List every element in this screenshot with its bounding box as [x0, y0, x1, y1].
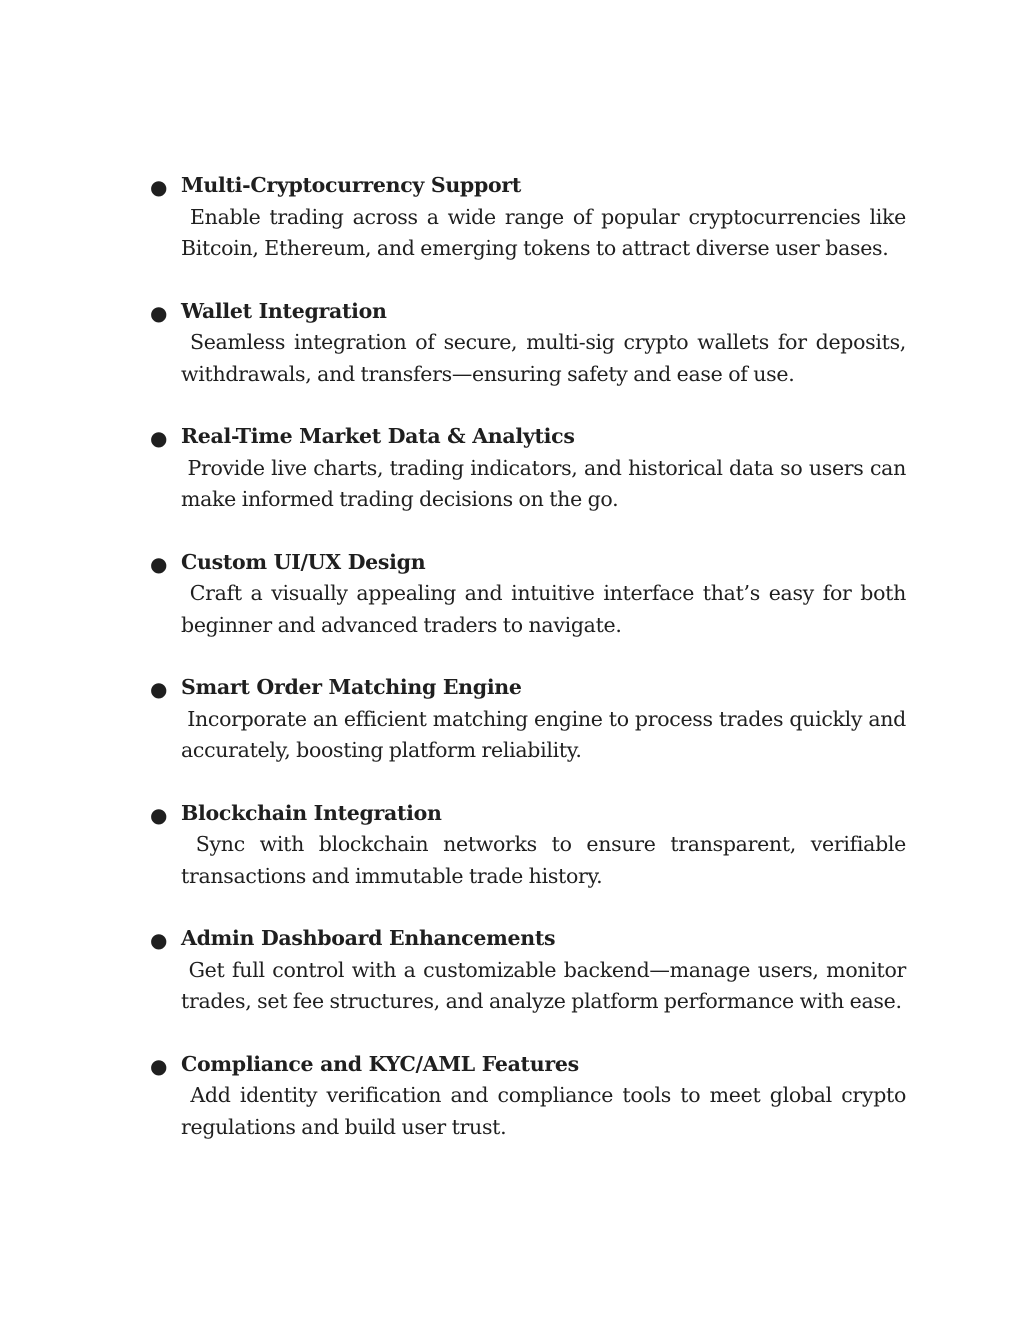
feature-description: Get full control with a customizable backend—manage users, monitor trades, set fee structures, and analyze platform performance with ease.	[181, 957, 912, 1013]
feature-item-market-data	[150, 421, 912, 516]
feature-title: Smart Order Matching Engine	[181, 675, 522, 699]
feature-description: Incorporate an efficient matching engine to process trades quickly and accurately, boosting platform reliability.	[181, 706, 912, 762]
bullet-icon: ●	[150, 677, 168, 701]
bullet-icon: ●	[150, 1053, 168, 1078]
feature-description: Add identity verification and compliance tools to meet global crypto regulations and build user trust.	[181, 1083, 912, 1139]
bullet-icon: ●	[150, 551, 168, 576]
feature-item-custom-ui-ux	[150, 547, 912, 642]
feature-description: Seamless integration of secure, multi-sig crypto wallets for deposits, withdrawals, and transfers—ensuring safety and ease of use.	[181, 330, 912, 386]
feature-item-blockchain-integration	[150, 798, 912, 893]
feature-description: Craft a visually appealing and intuitive interface that’s easy for both beginner and advanced traders to navigate.	[181, 581, 912, 637]
feature-item-admin-dashboard	[150, 923, 912, 1018]
feature-item-compliance-kyc-aml	[150, 1049, 912, 1144]
feature-title: Real-Time Market Data & Analytics	[181, 424, 575, 448]
feature-description: Enable trading across a wide range of popular cryptocurrencies like Bitcoin, Ethereum, and emerging tokens to attract diverse user bases.	[181, 204, 912, 260]
feature-title: Multi-Cryptocurrency Support	[181, 173, 522, 197]
feature-title: Compliance and KYC/AML Features	[181, 1051, 579, 1076]
feature-item-multi-cryptocurrency	[150, 170, 912, 265]
feature-title: Blockchain Integration	[181, 800, 442, 825]
feature-item-order-matching	[150, 672, 912, 767]
feature-title: Custom UI/UX Design	[181, 549, 426, 574]
bullet-icon: ●	[150, 426, 168, 450]
feature-title: Admin Dashboard Enhancements	[181, 926, 556, 950]
feature-title: Wallet Integration	[181, 298, 387, 323]
feature-item-wallet-integration	[150, 296, 912, 391]
feature-description: Provide live charts, trading indicators, and historical data so users can make informed trading decisions on the go.	[181, 455, 912, 511]
bullet-icon: ●	[150, 802, 168, 827]
bullet-icon: ●	[150, 300, 168, 325]
bullet-icon: ●	[150, 175, 168, 199]
feature-description: Sync with blockchain networks to ensure transparent, verifiable transactions and immutable trade history.	[181, 832, 912, 888]
feature-list	[150, 170, 912, 1174]
bullet-icon: ●	[150, 928, 168, 952]
